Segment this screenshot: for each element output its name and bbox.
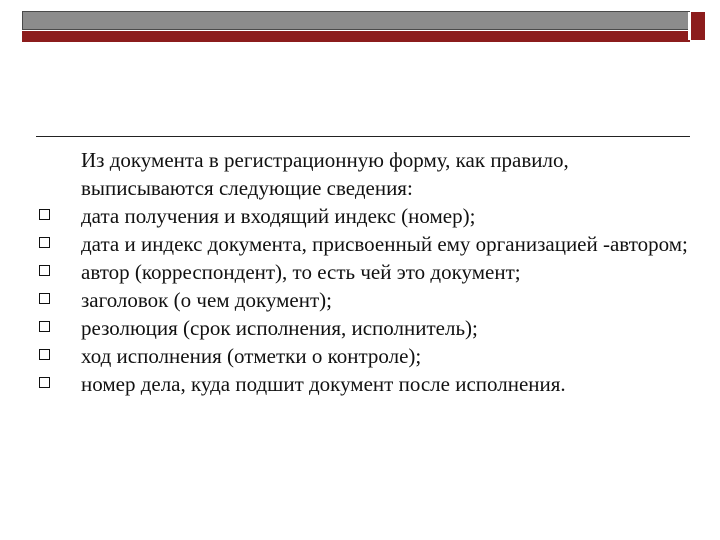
- square-bullet-icon: [39, 349, 50, 360]
- list-item-text: дата получения и входящий индекс (номер);: [81, 204, 476, 228]
- list-item: [36, 258, 696, 286]
- list-item: [36, 202, 696, 230]
- list-item-text: заголовок (о чем документ);: [81, 288, 332, 312]
- square-bullet-icon: [39, 321, 50, 332]
- list-item-text: номер дела, куда подшит документ после исполнения.: [81, 372, 566, 396]
- square-bullet-icon: [39, 237, 50, 248]
- title-divider-line: [36, 136, 690, 137]
- list-item: [36, 286, 696, 314]
- header-red-bar: [22, 31, 690, 42]
- header-corner-square: [688, 12, 705, 40]
- list-item: [36, 342, 696, 370]
- square-bullet-icon: [39, 265, 50, 276]
- intro-text: Из документа в регистрационную форму, как правило, выписываются следующие сведения:: [81, 148, 569, 200]
- list-item-text: резолюция (срок исполнения, исполнитель);: [81, 316, 478, 340]
- list-item-text: автор (корреспондент), то есть чей это документ;: [81, 260, 521, 284]
- list-item: [36, 230, 696, 258]
- list-item: [36, 370, 696, 398]
- square-bullet-icon: [39, 209, 50, 220]
- list-item-text: ход исполнения (отметки о контроле);: [81, 344, 422, 368]
- square-bullet-icon: [39, 293, 50, 304]
- list-item-text: дата и индекс документа, присвоенный ему организацией -автором;: [81, 232, 688, 256]
- slide-body: [36, 146, 696, 398]
- header-gray-bar: [22, 11, 690, 30]
- square-bullet-icon: [39, 377, 50, 388]
- list-item: [36, 314, 696, 342]
